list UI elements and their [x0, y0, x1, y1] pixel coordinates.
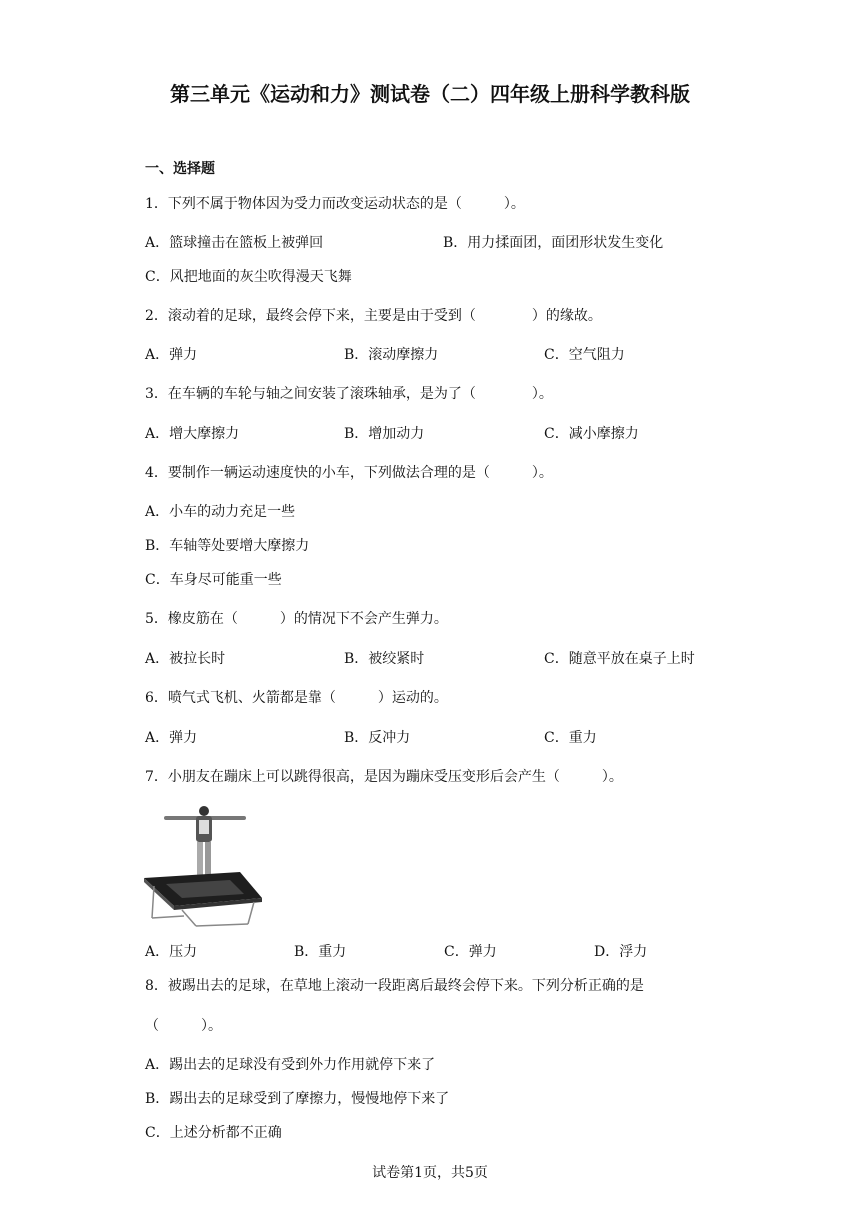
question-6-option-a: A．弹力: [145, 730, 198, 746]
section-heading: 一、选择题: [145, 161, 215, 177]
question-8-stem-continued: （ ）。: [145, 1018, 222, 1034]
question-2-option-b: B．滚动摩擦力: [344, 347, 439, 363]
question-3-option-b: B．增加动力: [344, 426, 425, 442]
question-1-option-a: A．篮球撞击在篮板上被弹回: [145, 235, 324, 251]
question-7-stem: 7．小朋友在蹦床上可以跳得很高，是因为蹦床受压变形后会产生（ ）。: [145, 769, 623, 785]
page-footer: 试卷第1页，共5页: [372, 1165, 488, 1181]
question-4-stem: 4．要制作一辆运动速度快的小车，下列做法合理的是（ ）。: [145, 465, 553, 481]
question-8-stem: 8．被踢出去的足球，在草地上滚动一段距离后最终会停下来。下列分析正确的是: [145, 978, 644, 994]
question-7-option-b: B．重力: [294, 944, 347, 960]
question-6-stem: 6．喷气式飞机、火箭都是靠（ ）运动的。: [145, 690, 448, 706]
question-1-option-c: C．风把地面的灰尘吹得漫天飞舞: [145, 269, 352, 285]
question-2-option-c: C．空气阻力: [544, 347, 625, 363]
question-4-option-c: C．车身尽可能重一些: [145, 572, 282, 588]
question-8-option-b: B．踢出去的足球受到了摩擦力，慢慢地停下来了: [145, 1091, 450, 1107]
question-5-option-c: C．随意平放在桌子上时: [544, 651, 695, 667]
question-7-option-d: D．浮力: [594, 944, 648, 960]
question-5-stem: 5．橡皮筋在（ ）的情况下不会产生弹力。: [145, 611, 448, 627]
question-6-option-c: C．重力: [544, 730, 597, 746]
question-1-option-b: B．用力揉面团，面团形状发生变化: [443, 235, 664, 251]
question-7-option-c: C．弹力: [444, 944, 497, 960]
question-8-option-c: C．上述分析都不正确: [145, 1125, 282, 1141]
question-8-option-a: A．踢出去的足球没有受到外力作用就停下来了: [145, 1057, 436, 1073]
question-1-stem: 1．下列不属于物体因为受力而改变运动状态的是（ ）。: [145, 196, 525, 212]
question-5-option-b: B．被绞紧时: [344, 651, 425, 667]
question-4-option-b: B．车轴等处要增大摩擦力: [145, 538, 310, 554]
question-4-option-a: A．小车的动力充足一些: [145, 504, 296, 520]
question-3-option-a: A．增大摩擦力: [145, 426, 240, 442]
trampoline-jumper-icon: [144, 806, 264, 930]
question-2-stem: 2．滚动着的足球，最终会停下来，主要是由于受到（ ）的缘故。: [145, 308, 602, 324]
question-2-option-a: A．弹力: [145, 347, 198, 363]
question-7-option-a: A．压力: [145, 944, 198, 960]
page-title: 第三单元《运动和力》测试卷（二）四年级上册科学教科版: [170, 82, 690, 106]
question-5-option-a: A．被拉长时: [145, 651, 226, 667]
question-3-stem: 3．在车辆的车轮与轴之间安装了滚珠轴承，是为了（ ）。: [145, 386, 553, 402]
question-6-option-b: B．反冲力: [344, 730, 411, 746]
trampoline-figure: [144, 806, 264, 930]
question-3-option-c: C．减小摩擦力: [544, 426, 639, 442]
